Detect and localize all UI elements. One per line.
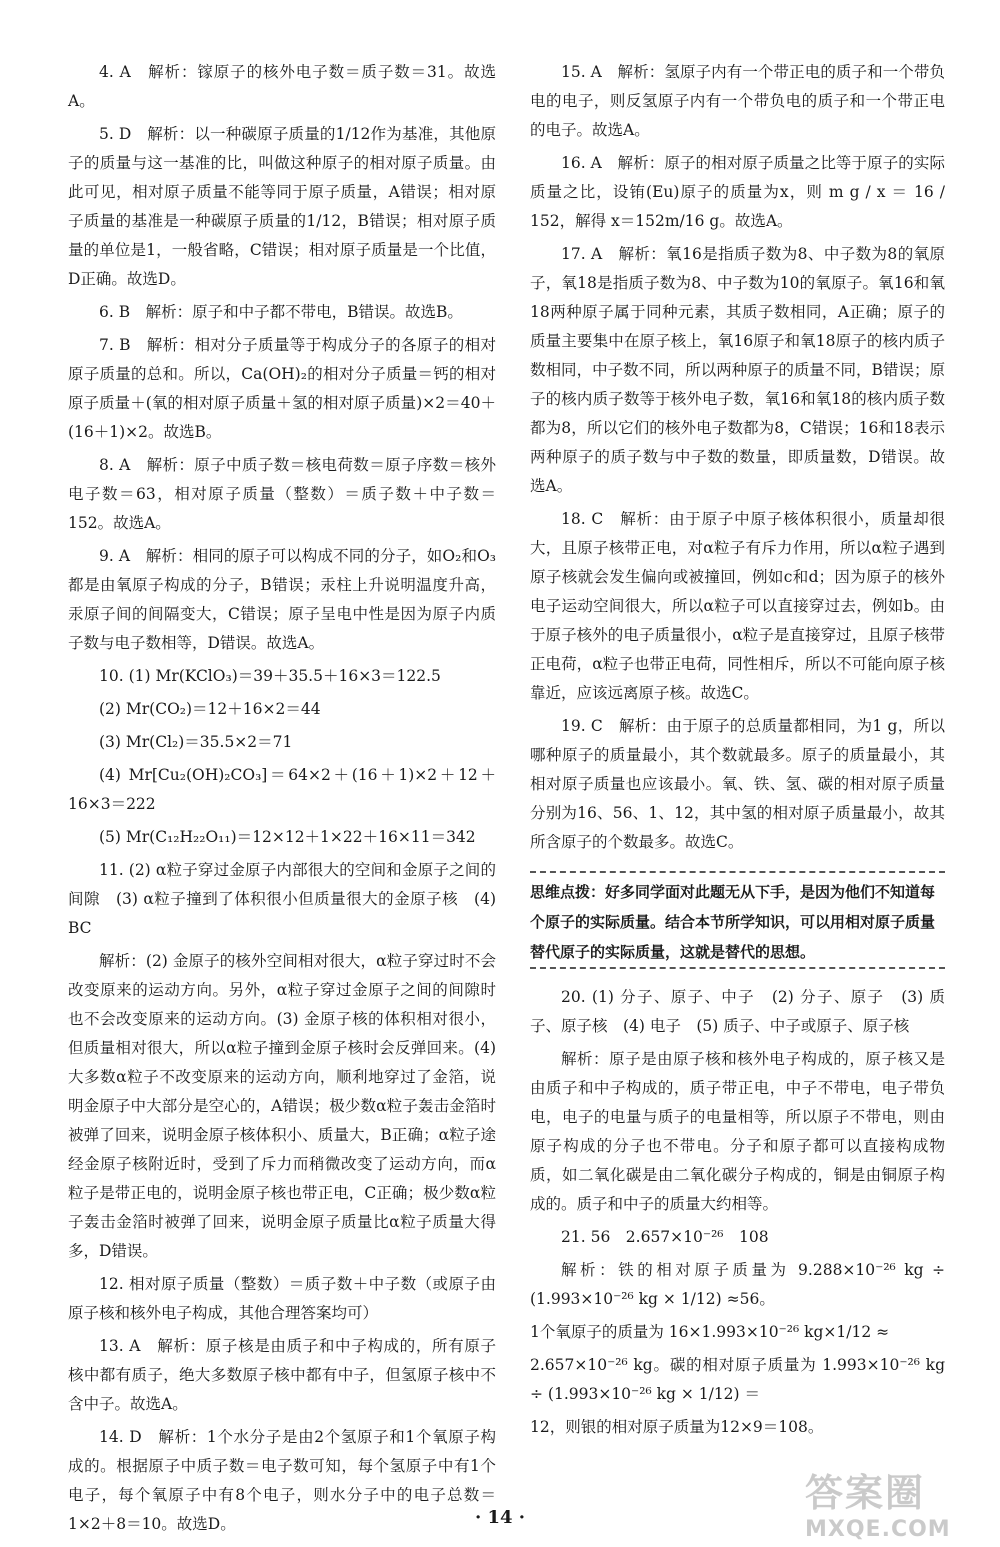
answer-21: 21. 56 2.657×10⁻²⁶ 108: [561, 1228, 769, 1246]
watermark-logo: [805, 1462, 990, 1542]
answer-10-3: (3) Mr(Cl₂)＝35.5×2＝71: [99, 733, 293, 751]
answer-11: 11. (2) α粒子穿过金原子内部很大的空间和金原子之间的间隙 (3) α粒子撞到了体积很小但质量很大的金原子核 (4) BC: [68, 861, 496, 937]
answer-4: 4. A 解析：镓原子的核外电子数＝质子数＝31。故选A。: [68, 63, 496, 110]
answer-5: 5. D 解析：以一种碳原子质量的1/12作为基准，其他原子的质量与这一基准的比，叫做这种原子的相对原子质量。由此可见，相对原子质量不能等同于原子质量，A错误；相对原子质量的基准是一种碳原子质量的1/12，B错误；相对原子质量的单位是1，一般省略，C错误；相对原子质量是一个比值，D正确。故选D。: [68, 125, 496, 288]
answer-6: 6. B 解析：原子和中子都不带电，B错误。故选B。: [99, 303, 463, 321]
answer-9: 9. A 解析：相同的原子可以构成不同的分子，如O₂和O₃都是由氧原子构成的分子，B错误；汞柱上升说明温度升高，汞原子间的间隔变大，C错误；原子呈电中性是因为原子内质子数与电子数相等，D错误。故选A。: [68, 547, 496, 652]
answer-12: 12. 相对原子质量（整数）＝质子数＋中子数（或原子由原子核和核外电子构成，其他合理答案均可）: [68, 1275, 496, 1322]
page-number: · 14 ·: [474, 1507, 526, 1528]
answer-10-4: (4) Mr[Cu₂(OH)₂CO₃]＝64×2＋(16＋1)×2＋12＋16×3＝222: [68, 766, 496, 813]
answer-17: 17. A 解析：氧16是指质子数为8、中子数为8的氧原子，氧18是指质子数为8、中子数为10的氧原子。氧16和氧18两种原子属于同种元素，其质子数相同，A正确；原子的质量主要集中在原子核上，氧16原子和氧18原子的核内质子数相同，中子数不同，所以两种原子的质量不同，B错误；原子的核内质子数等于核外电子数，氧16和氧18的核内质子数都为8，所以它们的核外电子数都为8，C错误；16和18表示两种原子的质子数与中子数的数量，即质量数，D错误。故选A。: [530, 245, 945, 495]
answer-8: 8. A 解析：原子中质子数＝核电荷数＝原子序数＝核外电子数＝63，相对原子质量（整数）＝质子数＋中子数＝152。故选A。: [68, 456, 496, 532]
watermark-logo-text: 答案圈: [805, 1471, 926, 1515]
answer-19: 19. C 解析：由于原子的总质量都相同，为1 g，所以哪种原子的质量最小，其个数就最多。原子的质量最小，其相对原子质量也应该最小。氧、铁、氢、碳的相对原子质量分别为16、56、1、12，其中氢的相对原子质量最小，故其所含原子的个数最多。故选C。: [530, 717, 945, 851]
answer-10-5: (5) Mr(C₁₂H₂₂O₁₁)＝12×12＋1×22＋16×11＝342: [99, 828, 476, 846]
answer-18: 18. C 解析：由于原子中原子核体积很小，质量却很大，且原子核带正电，对α粒子有斥力作用，所以α粒子遇到原子核就会发生偏向或被撞回，例如c和d；因为原子的核外电子运动空间很大，所以α粒子可以直接穿过去，例如b。由于原子核外的电子质量很小，α粒子是直接穿过，且原子核带正电荷，α粒子也带正电荷，同性相斥，所以不可能向原子核靠近，应该远离原子核。故选C。: [530, 510, 945, 702]
watermark-url: MXQE.COM: [805, 1517, 951, 1542]
answer-21-analysis-3: 2.657×10⁻²⁶ kg。碳的相对原子质量为 1.993×10⁻²⁶ kg ÷ (1.993×10⁻²⁶ kg × 1/12) ＝: [530, 1356, 945, 1403]
answer-11-analysis: 解析：(2) 金原子的核外空间相对很大，α粒子穿过时不会改变原来的运动方向。另外，α粒子穿过金原子之间的间隙时也不会改变原来的运动方向。(3) 金原子核的体积相对很小，但质量相对很大，所以α粒子撞到金原子核时会反弹回来。(4) 大多数α粒子不改变原来的运动方向，顺利地穿过了金箔，说明金原子中大部分是空心的，A错误；极少数α粒子轰击金箔时被弹了回来，说明金原子核体积小、质量大，B正确；α粒子途经金原子核附近时，受到了斥力而稍微改变了运动方向，而α粒子是带正电的，说明金原子核也带正电，C正确；极少数α粒子轰击金箔时被弹了回来，说明金原子质量比α粒子质量大得多，D错误。: [68, 952, 496, 1260]
answer-21-analysis-2: 1个氧原子的质量为 16×1.993×10⁻²⁶ kg×1/12 ≈: [530, 1323, 890, 1341]
answer-7: 7. B 解析：相对分子质量等于构成分子的各原子的相对原子质量的总和。所以，Ca(OH)₂的相对分子质量＝钙的相对原子质量＋(氧的相对原子质量＋氢的相对原子质量)×2＝40＋(16＋1)×2。故选B。: [68, 336, 496, 441]
answer-16: 16. A 解析：原子的相对原子质量之比等于原子的实际质量之比，设铕(Eu)原子的质量为x，则 m g / x ＝ 16 / 152，解得 x＝152m/16 g。故选A。: [530, 154, 945, 230]
thinking-tip-text: 思维点拨：好多同学面对此题无从下手，是因为他们不知道每个原子的实际质量。结合本节所学知识，可以用相对原子质量替代原子的实际质量，这就是替代的思想。: [530, 883, 936, 961]
answer-14: 14. D 解析：1个水分子是由2个氢原子和1个氧原子构成的。根据原子中质子数＝电子数可知，每个氢原子中有1个电子，每个氧原子中有8个电子，则水分子中的电子总数＝1×2＋8＝10。故选D。: [68, 1428, 496, 1533]
answer-21-analysis-1: 解析：铁的相对原子质量为 9.288×10⁻²⁶ kg ÷ (1.993×10⁻²⁶ kg × 1/12) ≈56。: [530, 1261, 945, 1308]
thinking-tip-box: [530, 871, 945, 969]
answer-20: 20. (1) 分子、原子、中子 (2) 分子、原子 (3) 质子、原子核 (4) 电子 (5) 质子、中子或原子、原子核: [530, 988, 945, 1035]
right-column: [530, 58, 945, 1446]
answer-20-analysis: 解析：原子是由原子核和核外电子构成的，原子核又是由质子和中子构成的，质子带正电，中子不带电，电子带负电，电子的电量与质子的电量相等，所以原子不带电，则由原子构成的分子也不带电。分子和原子都可以直接构成物质，如二氧化碳是由二氧化碳分子构成的，铜是由铜原子构成的。质子和中子的质量大约相等。: [530, 1050, 945, 1213]
answer-10-2: (2) Mr(CO₂)＝12＋16×2＝44: [99, 700, 321, 718]
answer-15: 15. A 解析：氢原子内有一个带正电的质子和一个带负电的电子，则反氢原子内有一个带负电的质子和一个带正电的电子。故选A。: [530, 63, 945, 139]
answer-10-1: 10. (1) Mr(KClO₃)＝39＋35.5＋16×3＝122.5: [99, 667, 441, 685]
left-column: [68, 58, 496, 1543]
answer-13: 13. A 解析：原子核是由质子和中子构成的，所有原子核中都有质子，绝大多数原子核中都有中子，但氢原子核中不含中子。故选A。: [68, 1337, 496, 1413]
answer-21-analysis-4: 12，则银的相对原子质量为12×9＝108。: [530, 1418, 824, 1436]
